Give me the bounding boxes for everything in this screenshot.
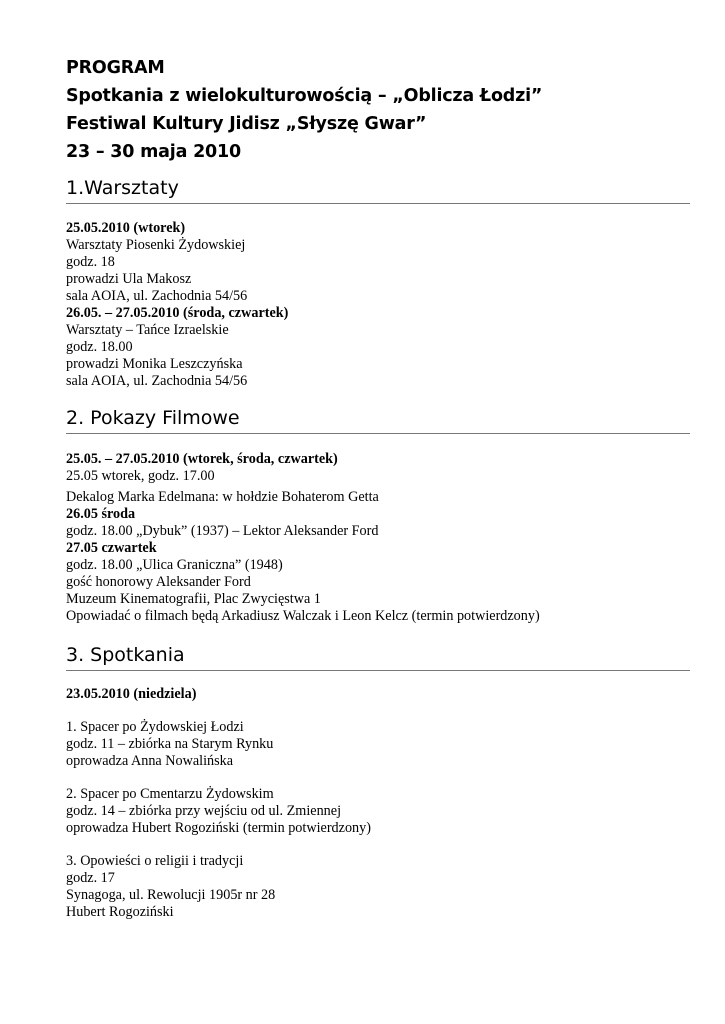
event-date: 25.05. – 27.05.2010 (wtorek, środa, czwartek)	[66, 451, 338, 467]
section-body-workshops	[66, 220, 706, 390]
event-screening: godz. 18.00 „Ulica Graniczna” (1948)	[66, 557, 283, 573]
event-time: godz. 18	[66, 254, 115, 270]
event-date: 25.05.2010 (wtorek)	[66, 220, 186, 236]
event-title: Warsztaty – Tańce Izraelskie	[66, 322, 229, 338]
event-time: godz. 18.00	[66, 339, 133, 355]
event-host: oprowadza Anna Nowalińska	[66, 753, 234, 769]
event-date: 23.05.2010 (niedziela)	[66, 686, 197, 702]
event-date: 26.05 środa	[66, 506, 136, 522]
header-program: PROGRAM	[66, 58, 165, 78]
event-title: 3. Opowieści o religii i tradycji	[66, 853, 244, 869]
header-dates: 23 – 30 maja 2010	[66, 142, 241, 162]
event-date: 26.05. – 27.05.2010 (środa, czwartek)	[66, 305, 289, 321]
event-host: prowadzi Monika Leszczyńska	[66, 356, 243, 372]
event-time: godz. 11 – zbiórka na Starym Rynku	[66, 736, 274, 752]
section-heading-workshops: 1.Warsztaty	[66, 175, 690, 204]
event-time: godz. 17	[66, 870, 115, 886]
section-heading-meetings: 3. Spotkania	[66, 642, 690, 671]
document-header	[66, 54, 542, 166]
event-title: Warsztaty Piosenki Żydowskiej	[66, 237, 246, 253]
event-title: Dekalog Marka Edelmana: w hołdzie Bohaterom Getta	[66, 489, 379, 505]
header-meetings-title: Spotkania z wielokulturowością – „Oblicza Łodzi”	[66, 86, 543, 106]
event-note: Opowiadać o filmach będą Arkadiusz Walczak i Leon Kelcz (termin potwierdzony)	[66, 608, 540, 624]
section-body-film-screenings	[66, 451, 706, 625]
section-heading-film-screenings: 2. Pokazy Filmowe	[66, 405, 690, 434]
event-venue: Synagoga, ul. Rewolucji 1905r nr 28	[66, 887, 276, 903]
event-venue: sala AOIA, ul. Zachodnia 54/56	[66, 288, 248, 304]
event-host: prowadzi Ula Makosz	[66, 271, 192, 287]
event-title: 2. Spacer po Cmentarzu Żydowskim	[66, 786, 274, 802]
event-venue: Muzeum Kinematografii, Plac Zwycięstwa 1	[66, 591, 321, 607]
event-screening: godz. 18.00 „Dybuk” (1937) – Lektor Aleksander Ford	[66, 523, 379, 539]
section-body-meetings	[66, 686, 706, 921]
event-host: Hubert Rogoziński	[66, 904, 174, 920]
event-guest: gość honorowy Aleksander Ford	[66, 574, 251, 590]
event-title: 1. Spacer po Żydowskiej Łodzi	[66, 719, 244, 735]
header-festival-title: Festiwal Kultury Jidisz „Słyszę Gwar”	[66, 114, 427, 134]
event-date: 27.05 czwartek	[66, 540, 157, 556]
event-time: godz. 14 – zbiórka przy wejściu od ul. Zmiennej	[66, 803, 342, 819]
event-host: oprowadza Hubert Rogoziński (termin potwierdzony)	[66, 820, 371, 836]
event-venue: sala AOIA, ul. Zachodnia 54/56	[66, 373, 248, 389]
event-time: 25.05 wtorek, godz. 17.00	[66, 468, 215, 484]
